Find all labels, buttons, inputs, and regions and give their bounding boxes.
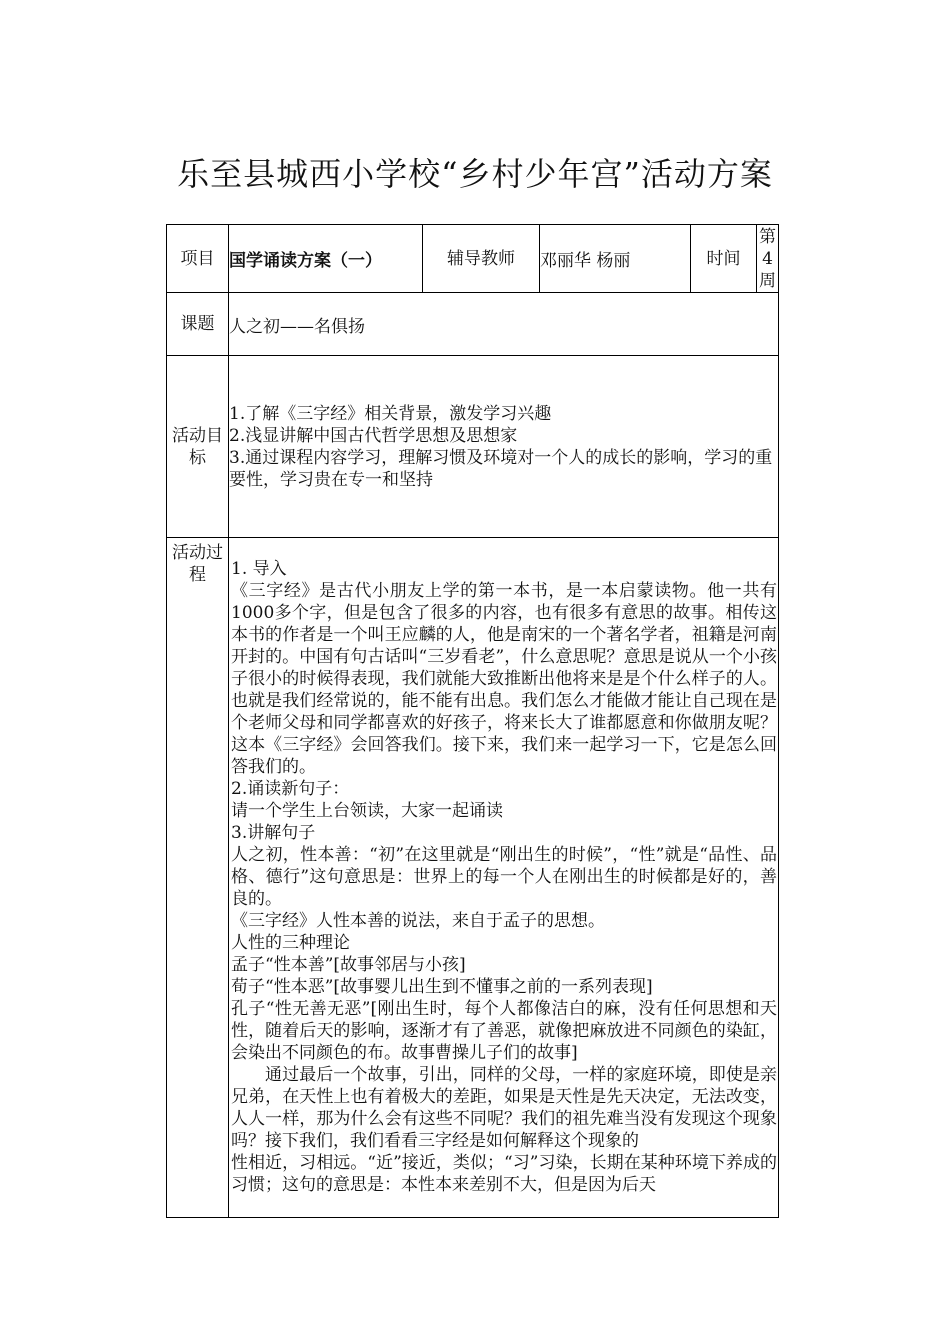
process-row [167, 538, 779, 1218]
process-content [229, 538, 779, 1218]
process-label: 活动过程 [167, 538, 229, 1218]
project-value: 国学诵读方案（一） [229, 225, 423, 293]
process-paragraph: 请一个学生上台领读，大家一起诵读 [231, 801, 503, 821]
process-paragraph: 性相近，习相远。“近”接近，类似；“习”习染，长期在某种环境下养成的习惯；这句的意思是：本性本来差别不大，但是因为后天 [231, 1153, 777, 1195]
time-value: 第4周 [757, 225, 779, 293]
process-paragraph: 《三字经》是古代小朋友上学的第一本书，是一本启蒙读物。他一共有1000多个字，但是包含了很多的内容，也有很多有意思的故事。相传这本书的作者是一个叫王应麟的人，他是南宋的一个著名学者，祖籍是河南开封的。中国有句古话叫“三岁看老”，什么意思呢？意思是说从一个小孩子很小的时候得表现，我们就能大致推断出他将来是是个什么样子的人。也就是我们经常说的，能不能有出息。我们怎么才能做才能让自己现在是个老师父母和同学都喜欢的好孩子，将来长大了谁都愿意和你做朋友呢？这本《三字经》会回答我们。接下来，我们来一起学习一下，它是怎么回答我们的。 [231, 581, 777, 777]
time-label: 时间 [691, 225, 757, 293]
header-row [167, 225, 779, 293]
process-paragraph: 荀子“性本恶”[故事婴儿出生到不懂事之前的一系列表现] [231, 977, 653, 997]
process-paragraph: 3.讲解句子 [231, 823, 316, 843]
teacher-value: 邓丽华 杨丽 [540, 225, 691, 293]
topic-label: 课题 [167, 293, 229, 356]
process-paragraph: 孟子“性本善”[故事邻居与小孩] [231, 955, 466, 975]
topic-value: 人之初——名俱扬 [229, 293, 779, 356]
process-paragraph: 通过最后一个故事，引出，同样的父母，一样的家庭环境，即使是亲兄弟，在天性上也有着极大的差距，如果是天性是先天决定，无法改变，人人一样，那为什么会有这些不同呢？我们的祖先难当没有发现这个现象吗？接下我们，我们看看三字经是如何解释这个现象的 [231, 1065, 777, 1151]
teacher-label: 辅导教师 [423, 225, 540, 293]
goals-content [229, 356, 779, 538]
goal-line: 1.了解《三字经》相关背景，激发学习兴趣 [229, 403, 552, 424]
goal-line: 2.浅显讲解中国古代哲学思想及思想家 [229, 425, 518, 446]
goals-label: 活动目标 [167, 356, 229, 538]
goal-line: 3.通过课程内容学习，理解习惯及环境对一个人的成长的影响，学习的重要性，学习贵在专一和坚持 [229, 447, 773, 490]
project-label: 项目 [167, 225, 229, 293]
document-title: 乐至县城西小学校“乡村少年宫”活动方案 [177, 155, 773, 193]
process-paragraph: 《三字经》人性本善的说法，来自于孟子的思想。 [231, 911, 605, 931]
activity-plan-table [166, 224, 779, 1218]
process-paragraph: 1. 导入 [231, 559, 287, 579]
process-paragraph: 人之初，性本善：“初”在这里就是“刚出生的时候”，“性”就是“品性、品格、德行”这句意思是：世界上的每一个人在刚出生的时候都是好的，善良的。 [231, 845, 777, 909]
process-paragraph: 2.诵读新句子： [231, 779, 350, 799]
process-paragraph: 孔子“性无善无恶”[刚出生时，每个人都像洁白的麻，没有任何思想和天性，随着后天的影响，逐渐才有了善恶，就像把麻放进不同颜色的染缸，会染出不同颜色的布。故事曹操儿子们的故事] [231, 999, 777, 1063]
goals-row [167, 356, 779, 538]
topic-row [167, 293, 779, 356]
process-paragraph: 人性的三种理论 [231, 933, 350, 953]
